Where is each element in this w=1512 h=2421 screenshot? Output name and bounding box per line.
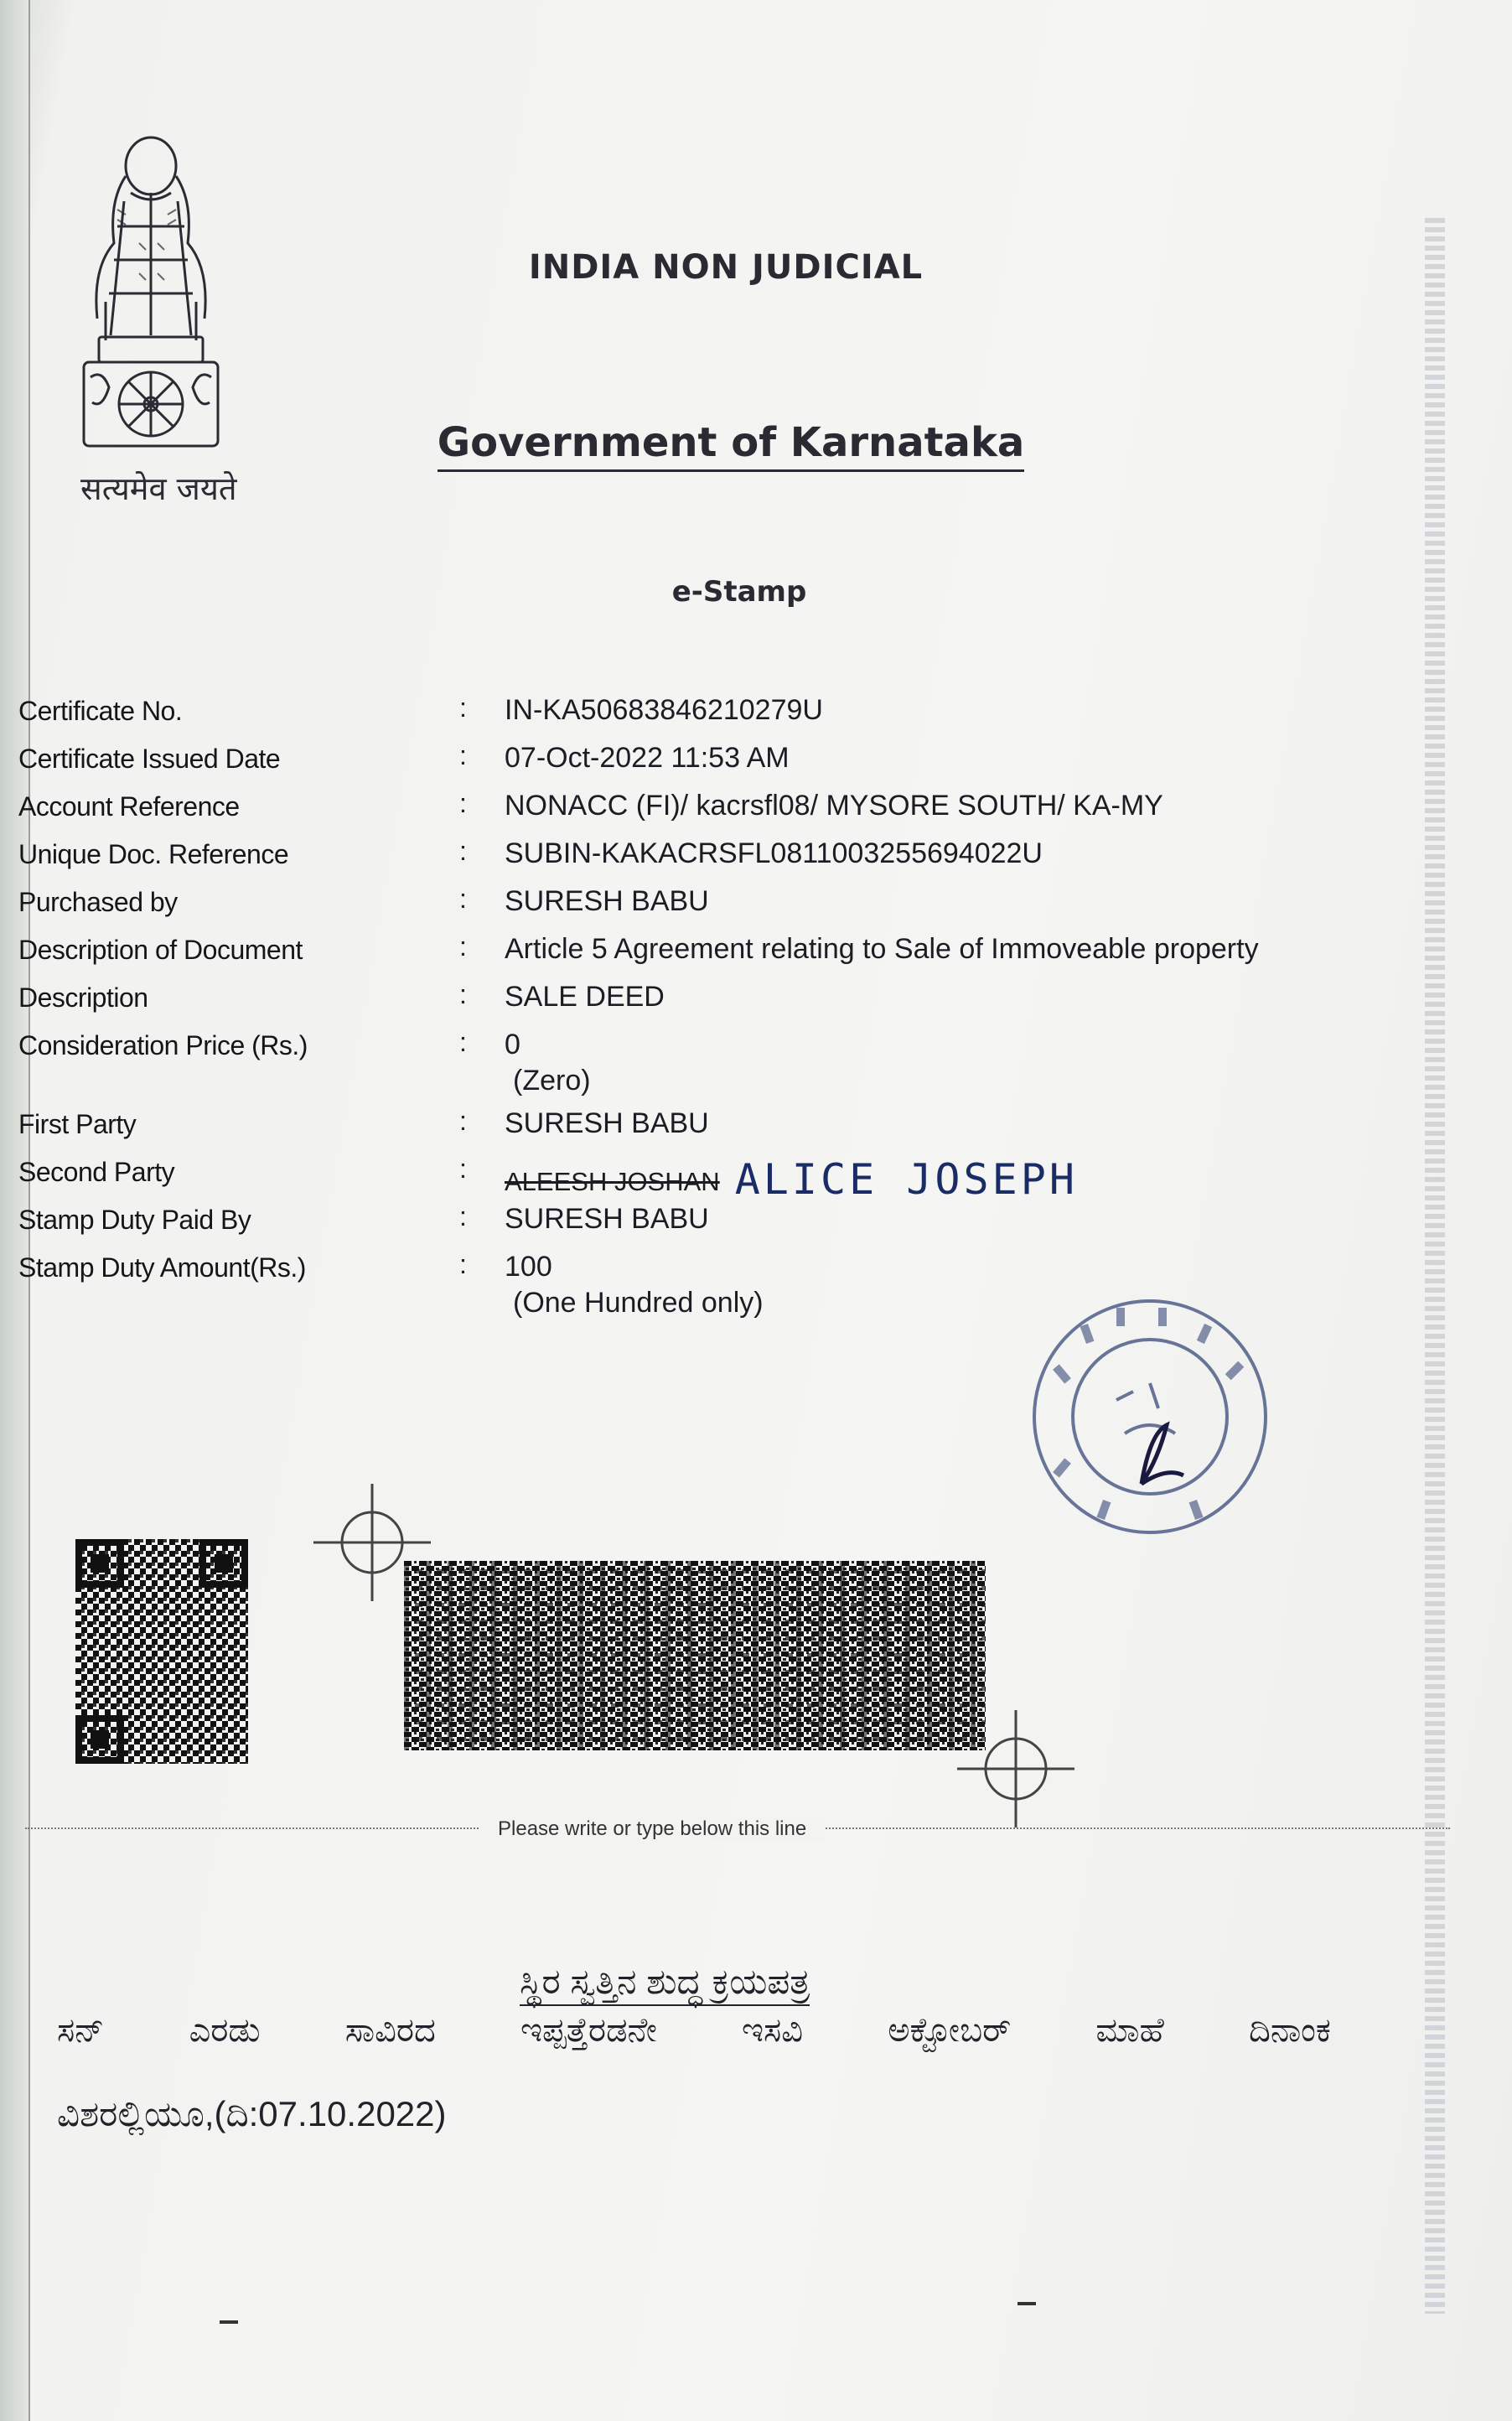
field-label: Description of Document [18,935,303,965]
field-colon: : [459,740,467,770]
security-microtext-strip [1425,218,1445,2314]
deed-word: ಇಸವಿ [742,2012,804,2049]
consideration-price-words: (Zero) [513,1065,591,1096]
second-party-handwritten: ALICE JOSEPH [734,1155,1078,1204]
field-colon: : [459,692,467,723]
stamp-duty-paid-by: SURESH BABU [505,1203,709,1235]
deed-date-line-2: ವಿಶರಲ್ಲಿಯೂ,(ದಿ:07.10.2022) [57,2094,447,2133]
field-label: Unique Doc. Reference [18,839,289,869]
stamp-duty-amount [505,1251,764,1319]
field-label: Certificate Issued Date [18,744,281,774]
stamp-duty-amount-value: 100 [505,1251,552,1283]
write-below-label: Please write or type below this line [479,1817,825,1841]
2d-barcode-icon [404,1561,986,1750]
emblem-motto: सत्यमेव जयते [80,470,237,507]
field-label: Stamp Duty Paid By [18,1205,251,1235]
consideration-price [505,1029,591,1097]
field-label: First Party [18,1109,137,1139]
document-description: Article 5 Agreement relating to Sale of Immoveable property [505,933,1259,965]
field-label: Second Party [18,1157,175,1187]
field-colon: : [459,788,467,818]
purchased-by: SURESH BABU [505,885,709,917]
field-label: Stamp Duty Amount(Rs.) [18,1252,306,1283]
field-colon: : [459,1249,467,1279]
field-colon: : [459,884,467,914]
vendor-seal-icon [1024,1291,1276,1542]
header-government: Government of Karnataka [438,419,1025,472]
field-row [18,831,1376,879]
field-colon: : [459,1106,467,1136]
issued-date: 07-Oct-2022 11:53 AM [505,742,790,774]
field-row [18,1148,1376,1204]
field-label: Description [18,982,148,1013]
field-colon: : [459,979,467,1009]
qr-code-icon [75,1539,248,1764]
deed-word: ಇಪ್ಪತ್ತೆರಡನೇ [520,2012,657,2049]
field-colon: : [459,931,467,962]
certificate-fields [18,687,1376,1323]
account-reference: NONACC (FI)/ kacrsfl08/ MYSORE SOUTH/ KA-MY [505,790,1163,822]
stamp-duty-amount-words: (One Hundred only) [513,1287,764,1319]
field-row [18,1022,1376,1101]
deed-word: ಸಾವಿರದ [344,2012,436,2049]
field-colon: : [459,1201,467,1231]
field-row [18,926,1376,974]
field-row [18,974,1376,1022]
field-row [18,1101,1376,1148]
ink-mark [1017,2302,1036,2305]
field-label: Certificate No. [18,696,183,726]
header-e-stamp: e-Stamp [671,575,807,609]
field-label: Account Reference [18,791,240,822]
consideration-price-value: 0 [505,1029,520,1060]
deed-word: ಎರಡು [189,2012,261,2049]
field-colon: : [459,836,467,866]
field-row [18,783,1376,831]
ink-mark [220,2320,238,2324]
certificate-number: IN-KA50683846210279U [505,694,823,726]
deed-title: ಸ್ಥಿರ ಸ್ವತ್ತಿನ ಶುದ್ಧ ಕ್ರಯಪತ್ರ [520,1962,810,2006]
header-india-non-judicial: INDIA NON JUDICIAL [528,248,924,287]
deed-word: ಮಾಹೆ [1095,2012,1164,2049]
field-row [18,879,1376,926]
field-label: Consideration Price (Rs.) [18,1030,308,1060]
deed-word: ದಿನಾಂಕ [1248,2012,1331,2049]
field-row [18,687,1376,735]
field-colon: : [459,1153,467,1184]
field-label: Purchased by [18,887,178,917]
deed-word: ಸನ್ [57,2012,105,2049]
second-party-struck: ALEESH JOSHAN [505,1167,720,1196]
field-row [18,1196,1376,1244]
description: SALE DEED [505,981,665,1013]
first-party: SURESH BABU [505,1107,709,1139]
deed-date-line [57,2012,1331,2050]
field-row [18,735,1376,783]
field-colon: : [459,1027,467,1057]
deed-word: ಅಕ್ಟೋಬರ್ [888,2012,1012,2049]
unique-doc-reference: SUBIN-KAKACRSFL0811003255694022U [505,837,1043,869]
